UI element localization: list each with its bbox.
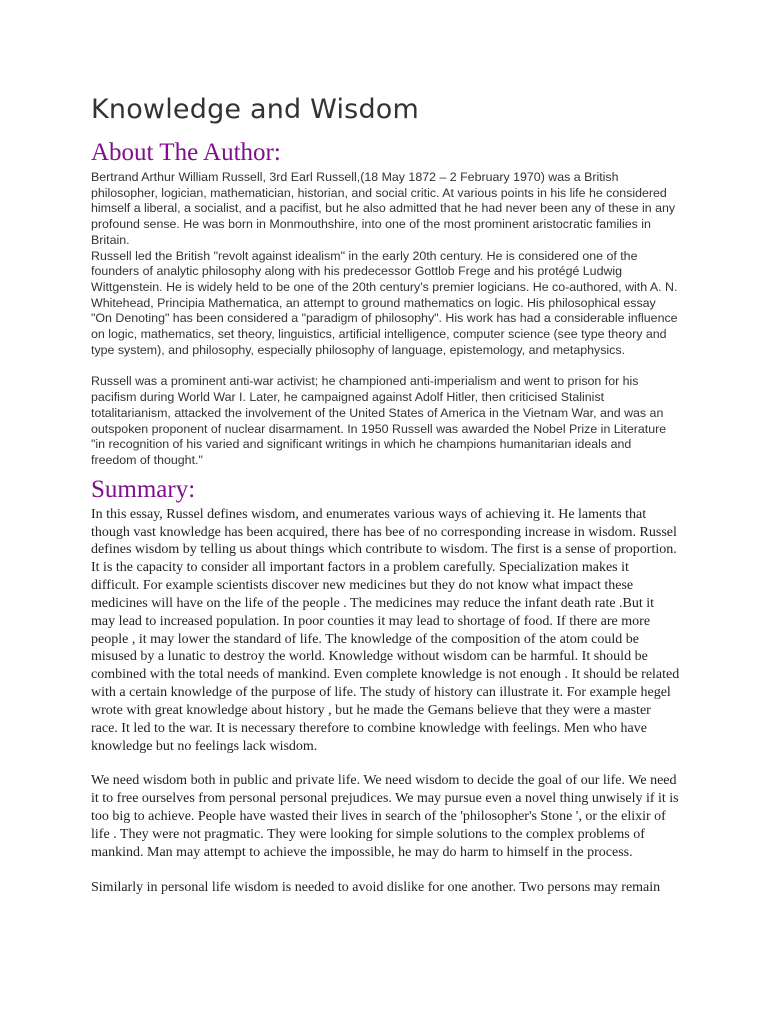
summary-paragraph-2: We need wisdom both in public and private life. We need wisdom to decide the goal of our life. We need it to free ourselves from personal personal prejudices. We may pursue even a novel thing unwisely if it is too big to achieve. People have wasted their lives in search of the 'philosopher's Stone ', or the elixir of life . They were not pragmatic. They were looking for simple solutions to the complex problems of mankind. Man may attempt to achieve the impossible, he may do harm to himself in the process. [91, 773, 679, 860]
summary-paragraph-3: Similarly in personal life wisdom is needed to avoid dislike for one another. Two persons may remain [91, 879, 661, 895]
summary-paragraph-1: In this essay, Russel defines wisdom, and enumerates various ways of achieving it. He laments that though vast knowledge has been acquired, there has bee of no corresponding increase in wisdom. Russel defines wisdom by telling us about things which contribute to wisdom. The first is a sense of proportion. It is the capacity to consider all important factors in a problem carefully. Specialization makes it difficult. For example scientists discover new medicines but they do not know what impact these medicines will have on the life of the people . The medicines may reduce the infant death rate .But it may lead to increased population. In poor counties it may lead to shortage of food. If there are more people , it may lower the standard of life. The knowledge of the composition of the atom could be misused by a lunatic to destroy the world. Knowledge without wisdom can be harmful. It should be combined with the total needs of mankind. Even complete knowledge is not enough . It should be related with a certain knowledge of the purpose of life. The study of history can illustrate it. For example hegel wrote with great knowledge about history , but he made the Gemans believe that they were a master race. It led to the war. It is necessary therefore to combine knowledge with feelings. Men who have knowledge but no feelings lack wisdom. [91, 506, 680, 754]
about-paragraph-2: Russell led the British "revolt against idealism" in the early 20th century. He is considered one of the founders of analytic philosophy along with his predecessor Gottlob Frege and his protégé Ludwig Wittgenstein. He is widely held to be one of the 20th century's premier logicians. He co-authored, with A. N. Whitehead, Principia Mathematica, an attempt to ground mathematics on logic. His philosophical essay "On Denoting" has been considered a "paradigm of philosophy". His work has had a considerable influence on logic, mathematics, set theory, linguistics, artificial intelligence, computer science (see type theory and type system), and philosophy, especially philosophy of language, epistemology, and metaphysics. [91, 248, 678, 357]
document-title: Knowledge and Wisdom [91, 94, 420, 125]
about-paragraph-3: Russell was a prominent anti-war activist; he championed anti-imperialism and went to prison for his pacifism during World War I. Later, he campaigned against Adolf Hitler, then criticised Stalinist totalitarianism, attacked the involvement of the United States of America in the Vietnam War, and was an outspoken proponent of nuclear disarmament. In 1950 Russell was awarded the Nobel Prize in Literature "in recognition of his varied and significant writings in which he champions humanitarian ideals and freedom of thought." [91, 374, 667, 467]
summary-heading: Summary: [91, 475, 196, 503]
about-author-heading: About The Author: [91, 139, 281, 166]
about-paragraph-1: Bertrand Arthur William Russell, 3rd Earl Russell,(18 May 1872 – 2 February 1970) was a British philosopher, logician, mathematician, historian, and social critic. At various points in his life he considered himself a liberal, a socialist, and a pacifist, but he also admitted that he had never been any of these in any profound sense. He was born in Monmouthshire, into one of the most prominent aristocratic families in Britain. [91, 170, 676, 247]
